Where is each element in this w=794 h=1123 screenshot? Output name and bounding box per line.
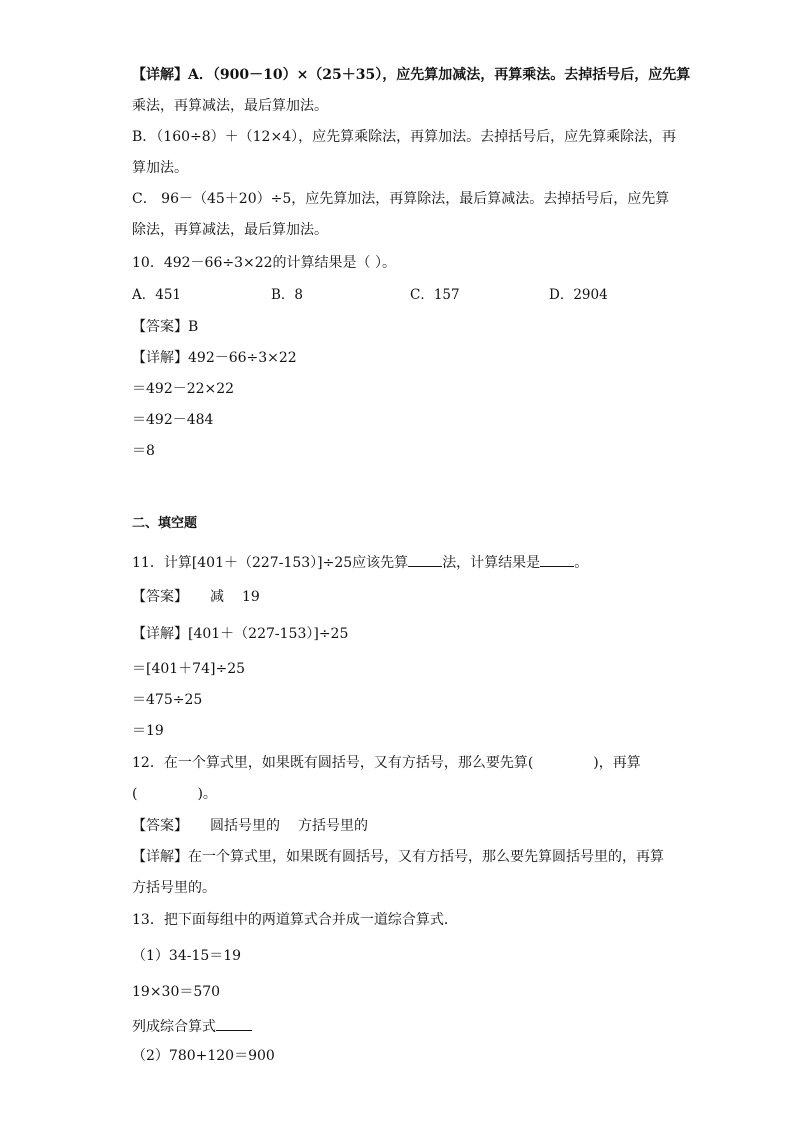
question-12: 12．在一个算式里，如果既有圆括号，又有方括号，那么要先算( )，再算 [132,755,641,771]
q11-detail-3: ＝475÷25 [132,692,203,708]
q13-part1-combined: 列成综合算式 [132,1016,252,1036]
explanation-line-c: C． 96－（45＋20）÷5，应先算加法，再算除法，最后算减法。去掉括号后，应先算 [132,191,670,207]
explanation-line-a-cont: 乘法，再算减法，最后算加法。 [132,98,328,114]
q11-detail-2: ＝[401＋74]÷25 [132,661,246,677]
explanation-line-c-cont: 除法，再算减法，最后算加法。 [132,222,328,238]
question-13: 13．把下面每组中的两道算式合并成一道综合算式． [132,912,458,928]
q12-detail-1: 【详解】在一个算式里，如果既有圆括号，又有方括号，那么要先算圆括号里的，再算 [132,849,664,865]
question-11: 11．计算[401＋（227-153）]÷25应该先算 法，计算结果是 。 [132,552,588,572]
q10-detail-4: ＝8 [132,443,155,459]
question-12-cont: ( )。 [132,786,217,802]
q10-detail-3: ＝492－484 [132,412,214,428]
explanation-line-b-cont: 算加法。 [132,160,188,176]
explanation-line-a: 【详解】A．（900－10）×（25＋35），应先算加减法，再算乘法。去掉括号后，应先算 [132,67,691,83]
q13-blank [216,1016,252,1031]
q13-part1-step1: （1）34-15＝19 [132,948,242,964]
q10-answer: 【答案】B [132,319,199,335]
q10-option-c: C．157 [410,287,460,303]
q13-part2-step1: （2）780+120＝900 [132,1048,275,1064]
q11-detail-1: 【详解】[401＋（227-153）]÷25 [132,626,349,642]
q13-part1-step2: 19×30＝570 [132,984,221,1000]
explanation-line-b: B．（160÷8）＋（12×4），应先算乘除法，再算加法。去掉括号后，应先算乘除法，再 [132,129,677,145]
q10-option-a: A．451 [132,287,182,303]
q11-detail-4: ＝19 [132,723,164,739]
q10-option-b: B．8 [271,287,304,303]
q11-blank-2 [540,552,574,567]
q12-answer: 【答案】 圆括号里的 方括号里的 [132,818,368,834]
question-10: 10．492－66÷3×22的计算结果是（ ）。 [132,255,396,271]
section-heading: 二、填空题 [132,516,198,531]
q10-option-d: D．2904 [549,287,608,303]
q10-detail-2: ＝492－22×22 [132,381,235,397]
q11-answer: 【答案】 减 19 [132,589,260,605]
q11-blank-1 [408,552,442,567]
q12-detail-2: 方括号里的。 [132,880,216,896]
q10-detail-1: 【详解】492－66÷3×22 [132,350,297,366]
